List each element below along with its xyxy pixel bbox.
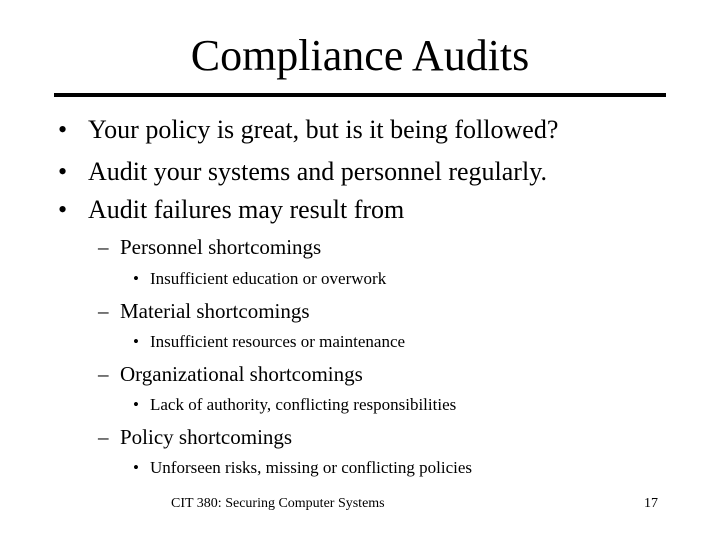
bullet-icon: •: [58, 157, 68, 186]
slide-title: Compliance Audits: [190, 31, 530, 80]
dash-icon: –: [98, 299, 109, 323]
sub-item: [98, 423, 292, 451]
detail-text: Insufficient resources or maintenance: [150, 332, 406, 351]
dash-icon: –: [98, 425, 109, 449]
detail-item: [133, 394, 456, 416]
bullet-icon: •: [133, 332, 139, 351]
sub-item: [98, 360, 363, 388]
detail-text: Lack of authority, conflicting responsibilities: [150, 395, 457, 414]
detail-item: [133, 268, 386, 290]
detail-item: [133, 331, 405, 353]
bullet-icon: •: [133, 395, 139, 414]
bullet-icon: •: [133, 269, 139, 288]
sub-item-label: Organizational shortcomings: [120, 362, 363, 386]
slide-number: 17: [644, 496, 658, 511]
detail-text: Insufficient education or overwork: [150, 269, 387, 288]
sub-item-label: Personnel shortcomings: [120, 235, 322, 259]
bullet-text: Audit your systems and personnel regularly.: [88, 157, 547, 186]
bullet-item: [58, 193, 404, 227]
bullet-text: Your policy is great, but is it being followed?: [88, 115, 559, 144]
bullet-icon: •: [58, 115, 68, 144]
sub-item: [98, 233, 321, 261]
sub-item: [98, 297, 310, 325]
dash-icon: –: [98, 362, 109, 386]
footer-course-title: CIT 380: Securing Computer Systems: [171, 496, 385, 511]
sub-item-label: Material shortcomings: [120, 299, 310, 323]
bullet-item: [58, 113, 558, 147]
bullet-item: [58, 155, 547, 189]
bullet-icon: •: [58, 195, 68, 224]
bullet-icon: •: [133, 458, 139, 477]
dash-icon: –: [98, 235, 109, 259]
title-underline: [54, 93, 666, 97]
sub-item-label: Policy shortcomings: [120, 425, 293, 449]
bullet-text: Audit failures may result from: [88, 195, 405, 224]
detail-text: Unforseen risks, missing or conflicting policies: [150, 458, 473, 477]
detail-item: [133, 457, 472, 479]
